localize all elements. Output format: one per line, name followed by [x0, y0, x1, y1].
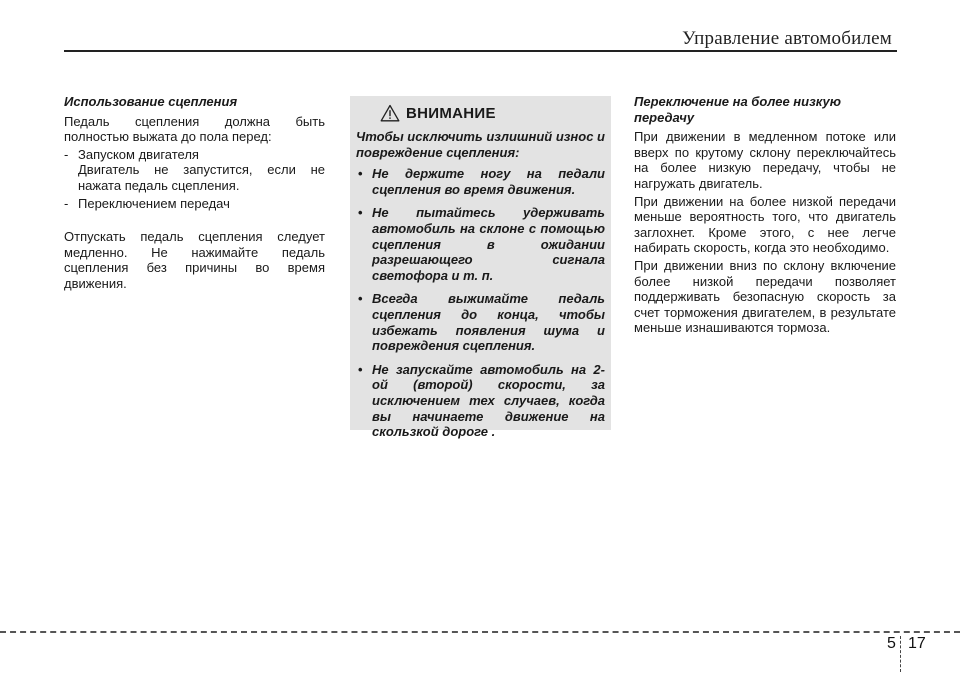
- page-number-divider: [900, 636, 901, 672]
- warning-bullet-item: [356, 166, 605, 197]
- clutch-list-item: [64, 196, 325, 212]
- clutch-section-title: Использование сцепления: [64, 94, 238, 109]
- warning-bullet-text: Не пытайтесь удерживать автомобиль на склоне с помощью сцепления в ожидании разрешающего сигнала светофора и т. п.: [372, 205, 605, 283]
- bullet-marker: •: [358, 166, 363, 182]
- header-rule: [64, 50, 897, 52]
- downshift-section-title: Переключение на более низкую передачу: [634, 94, 841, 125]
- clutch-intro: Педаль сцепления должна быть полностью выжата до пола перед:: [64, 113, 325, 145]
- downshift-paragraph: При движении на более низкой передачи меньше вероятность того, что двигатель заглохнет. Кроме этого, с нее легче набирать скорость, когда это необходимо.: [634, 193, 896, 256]
- warning-bullet-item: [356, 291, 605, 353]
- downshift-paragraph: При движении вниз по склону включение более низкой передачи позволяет поддерживать безопасную скорость за счет торможения двигателем, в результате меньше изнашиваются тормоза.: [634, 257, 896, 336]
- warning-bullet-text: Не держите ногу на педали сцепления во время движения.: [372, 166, 605, 197]
- warning-bullet-item: [356, 362, 605, 440]
- dash-marker: -: [64, 195, 69, 211]
- warning-bullet-item: [356, 205, 605, 283]
- clutch-outro: Отпускать педаль сцепления следует медленно. Не нажимайте педаль сцепления без причины во время движения.: [64, 229, 325, 291]
- clutch-list-item-label: Запуском двигателя: [78, 146, 199, 162]
- chapter-number: 5: [887, 635, 896, 652]
- warning-bullet-text: Не запускайте автомобиль на 2-ой (второй) скорости, за исключением тех случаев, когда вы начинаете движение на скользкой дороге .: [372, 361, 605, 440]
- warning-bullet-text: Всегда выжимайте педаль сцепления до конца, чтобы избежать появления шума и повреждения сцепления.: [372, 291, 605, 354]
- warning-header: [380, 104, 496, 122]
- bullet-marker: •: [358, 361, 363, 377]
- warning-triangle-icon: [380, 104, 400, 122]
- warning-title: ВНИМАНИЕ: [406, 104, 496, 122]
- clutch-list-item-note: Двигатель не запустится, если не нажата педаль сцепления.: [78, 162, 325, 193]
- footer-rule: [0, 631, 960, 633]
- warning-box: [350, 96, 611, 440]
- warning-intro: Чтобы исключить излишний износ и повреждение сцепления:: [356, 129, 605, 160]
- page-header-title: Управление автомобилем: [682, 28, 892, 49]
- bullet-marker: •: [358, 205, 363, 221]
- page-number: 17: [908, 635, 926, 652]
- downshift-paragraph: При движении в медленном потоке или вверх по крутому склону переключайтесь на более низкую передачу, чтобы не нагружать двигатель.: [634, 129, 896, 191]
- bullet-marker: •: [358, 291, 363, 307]
- clutch-list-item-label: Переключением передач: [78, 195, 230, 211]
- dash-marker: -: [64, 146, 69, 162]
- clutch-list-item: [64, 147, 325, 194]
- warning-body: [356, 129, 605, 448]
- downshift-section: [634, 94, 896, 338]
- clutch-section: [64, 94, 325, 294]
